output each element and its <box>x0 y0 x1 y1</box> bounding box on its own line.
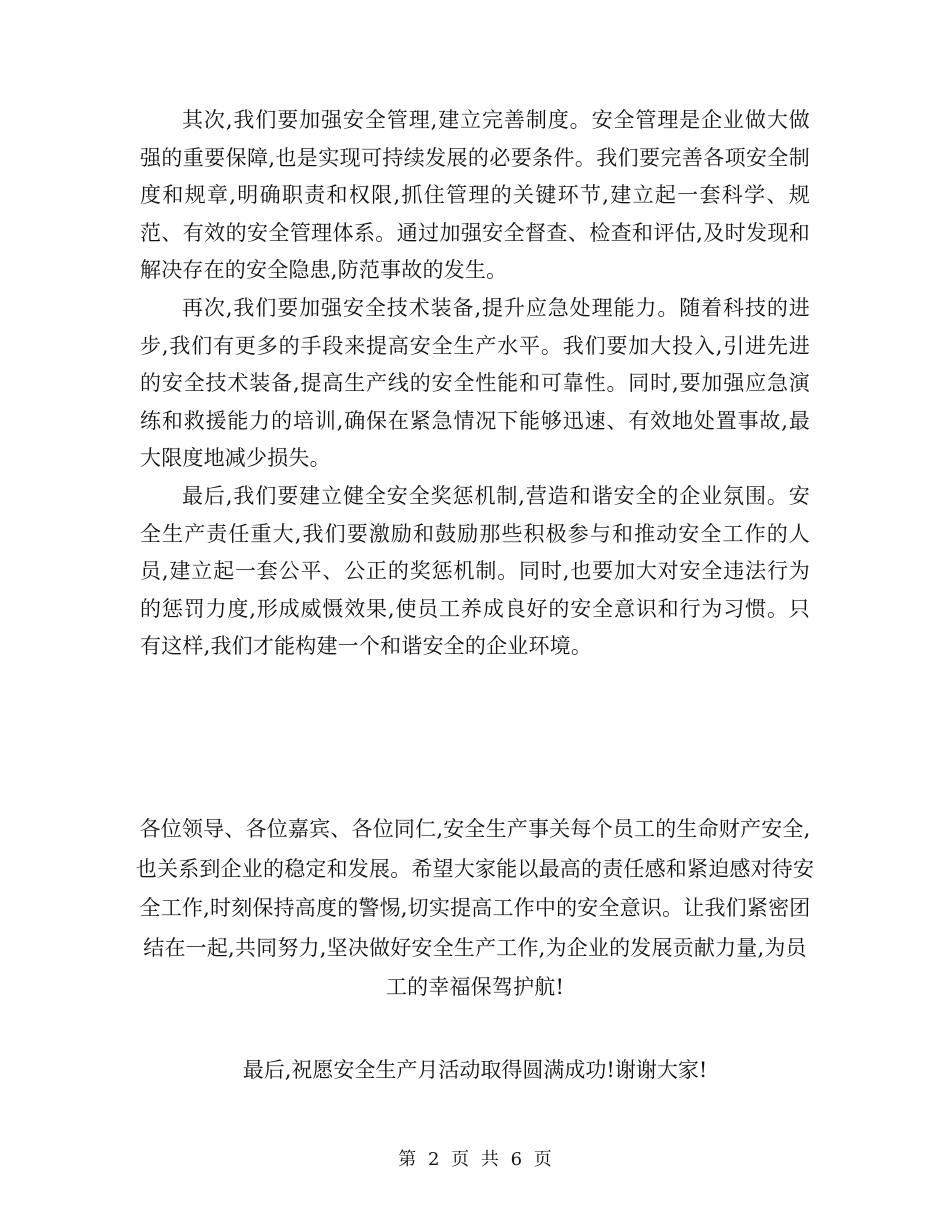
paragraph-technology: 再次,我们要加强安全技术装备,提升应急处理能力。随着科技的进步,我们有更多的手段来提高安全生产水平。我们要加大投入,引进先进的安全技术装备,提高生产线的安全性能和可靠性。同时,要加强应急演练和救援能力的培训,确保在紧急情况下能够迅速、有效地处置事故,最大限度地减少损失。 <box>140 295 810 471</box>
document-body <box>140 102 810 666</box>
thanks-line: 最后,祝愿安全生产月活动取得圆满成功!谢谢大家! <box>242 1058 708 1082</box>
paragraph-management: 其次,我们要加强安全管理,建立完善制度。安全管理是企业做大做强的重要保障,也是实现可持续发展的必要条件。我们要完善各项安全制度和规章,明确职责和权限,抓住管理的关键环节,建立起一套科学、规范、有效的安全管理体系。通过加强安全督查、检查和评估,及时发现和解决存在的安全隐患,防范事故的发生。 <box>140 108 810 283</box>
paragraph-incentives: 最后,我们要建立健全安全奖惩机制,营造和谐安全的企业氛围。安全生产责任重大,我们要激励和鼓励那些积极参与和推动安全工作的人员,建立起一套公平、公正的奖惩机制。同时,也要加大对安全违法行为的惩罚力度,形成威慑效果,使员工养成良好的安全意识和行为习惯。只有这样,我们才能构建一个和谐安全的企业环境。 <box>140 483 810 659</box>
closing-section <box>135 810 815 1008</box>
page-footer: 第 2 页 共 6 页 <box>398 1149 552 1170</box>
closing-paragraph: 各位领导、各位嘉宾、各位同仁,安全生产事关每个员工的生命财产安全,也关系到企业的稳定和发展。希望大家能以最高的责任感和紧迫感对待安全工作,时刻保持高度的警惕,切实提高工作中的安全意识。让我们紧密团结在一起,共同努力,坚决做好安全生产工作,为企业的发展贡献力量,为员工的幸福保驾护航! <box>135 817 815 999</box>
